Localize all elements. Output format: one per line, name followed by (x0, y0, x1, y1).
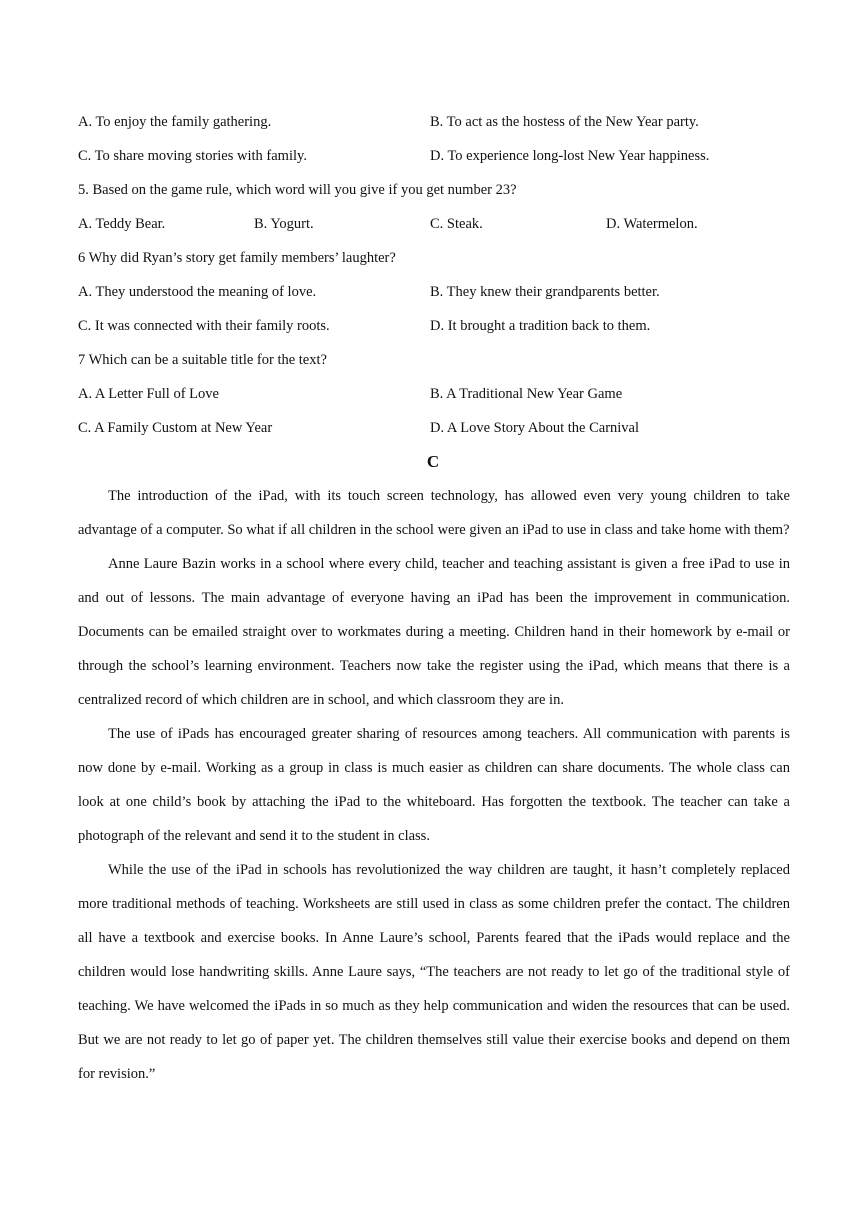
q5-options-row (78, 207, 790, 241)
passage-paragraph-4: While the use of the iPad in schools has revolutionized the way children are taught, it hasn’t completely replaced more traditional methods of teaching. Worksheets are still used in class as some children prefer the contact. The children all have a textbook and exercise books. In Anne Laure’s school, Parents feared that the iPads would replace and the children would lose handwriting skills. Anne Laure says, “The teachers are not ready to let go of the traditional style of teaching. We have welcomed the iPads in so much as they help communication and widen the resources that can be used. But we are not ready to let go of paper yet. The children themselves still value their exercise books and depend on them for revision.” (78, 862, 790, 1082)
q6-options-row-2 (78, 309, 790, 343)
q6-option-b: B. They knew their grandparents better. (430, 284, 660, 300)
q4-options-row-2 (78, 139, 790, 173)
passage-paragraph-1: The introduction of the iPad, with its touch screen technology, has allowed even very young children to take advantage of a computer. So what if all children in the school were given an iPad to use in class and take home with them? (78, 488, 790, 538)
passage-paragraph-3: The use of iPads has encouraged greater sharing of resources among teachers. All communication with parents is now done by e-mail. Working as a group in class is much easier as children can share documents. The whole class can look at one child’s book by attaching the iPad to the whiteboard. Has forgotten the textbook. The teacher can take a photograph of the relevant and send it to the student in class. (78, 726, 790, 844)
q7-options-row-1 (78, 377, 790, 411)
q4-options-row-1 (78, 105, 790, 139)
q5-option-a: A. Teddy Bear. (78, 216, 166, 232)
q5-option-d: D. Watermelon. (606, 216, 698, 232)
q4-option-d: D. To experience long-lost New Year happiness. (430, 148, 710, 164)
q7-option-c: C. A Family Custom at New Year (78, 420, 273, 436)
q6-option-a: A. They understood the meaning of love. (78, 284, 317, 300)
q7-option-b: B. A Traditional New Year Game (430, 386, 623, 402)
q4-option-b: B. To act as the hostess of the New Year party. (430, 114, 699, 130)
q7-question: 7 Which can be a suitable title for the text? (78, 352, 327, 368)
q6-options-row-1 (78, 275, 790, 309)
q7-options-row-2 (78, 411, 790, 445)
q7-option-a: A. A Letter Full of Love (78, 386, 219, 402)
q4-option-c: C. To share moving stories with family. (78, 148, 307, 164)
q6-question: 6 Why did Ryan’s story get family members’ laughter? (78, 250, 396, 266)
section-heading: C (426, 452, 440, 471)
passage-paragraph-2: Anne Laure Bazin works in a school where every child, teacher and teaching assistant is given a free iPad to use in and out of lessons. The main advantage of everyone having an iPad has been the improvement in communication. Documents can be emailed straight over to workmates during a meeting. Children hand in their homework by e-mail or through the school’s learning environment. Teachers now take the register using the iPad, which means that there is a centralized record of which children are in school, and which classroom they are in. (78, 556, 790, 708)
q5-option-c: C. Steak. (430, 216, 483, 232)
q6-option-c: C. It was connected with their family roots. (78, 318, 330, 334)
q6-option-d: D. It brought a tradition back to them. (430, 318, 651, 334)
q5-option-b: B. Yogurt. (254, 216, 314, 232)
q5-question: 5. Based on the game rule, which word will you give if you get number 23? (78, 182, 517, 198)
q7-option-d: D. A Love Story About the Carnival (430, 420, 640, 436)
q4-option-a: A. To enjoy the family gathering. (78, 114, 272, 130)
